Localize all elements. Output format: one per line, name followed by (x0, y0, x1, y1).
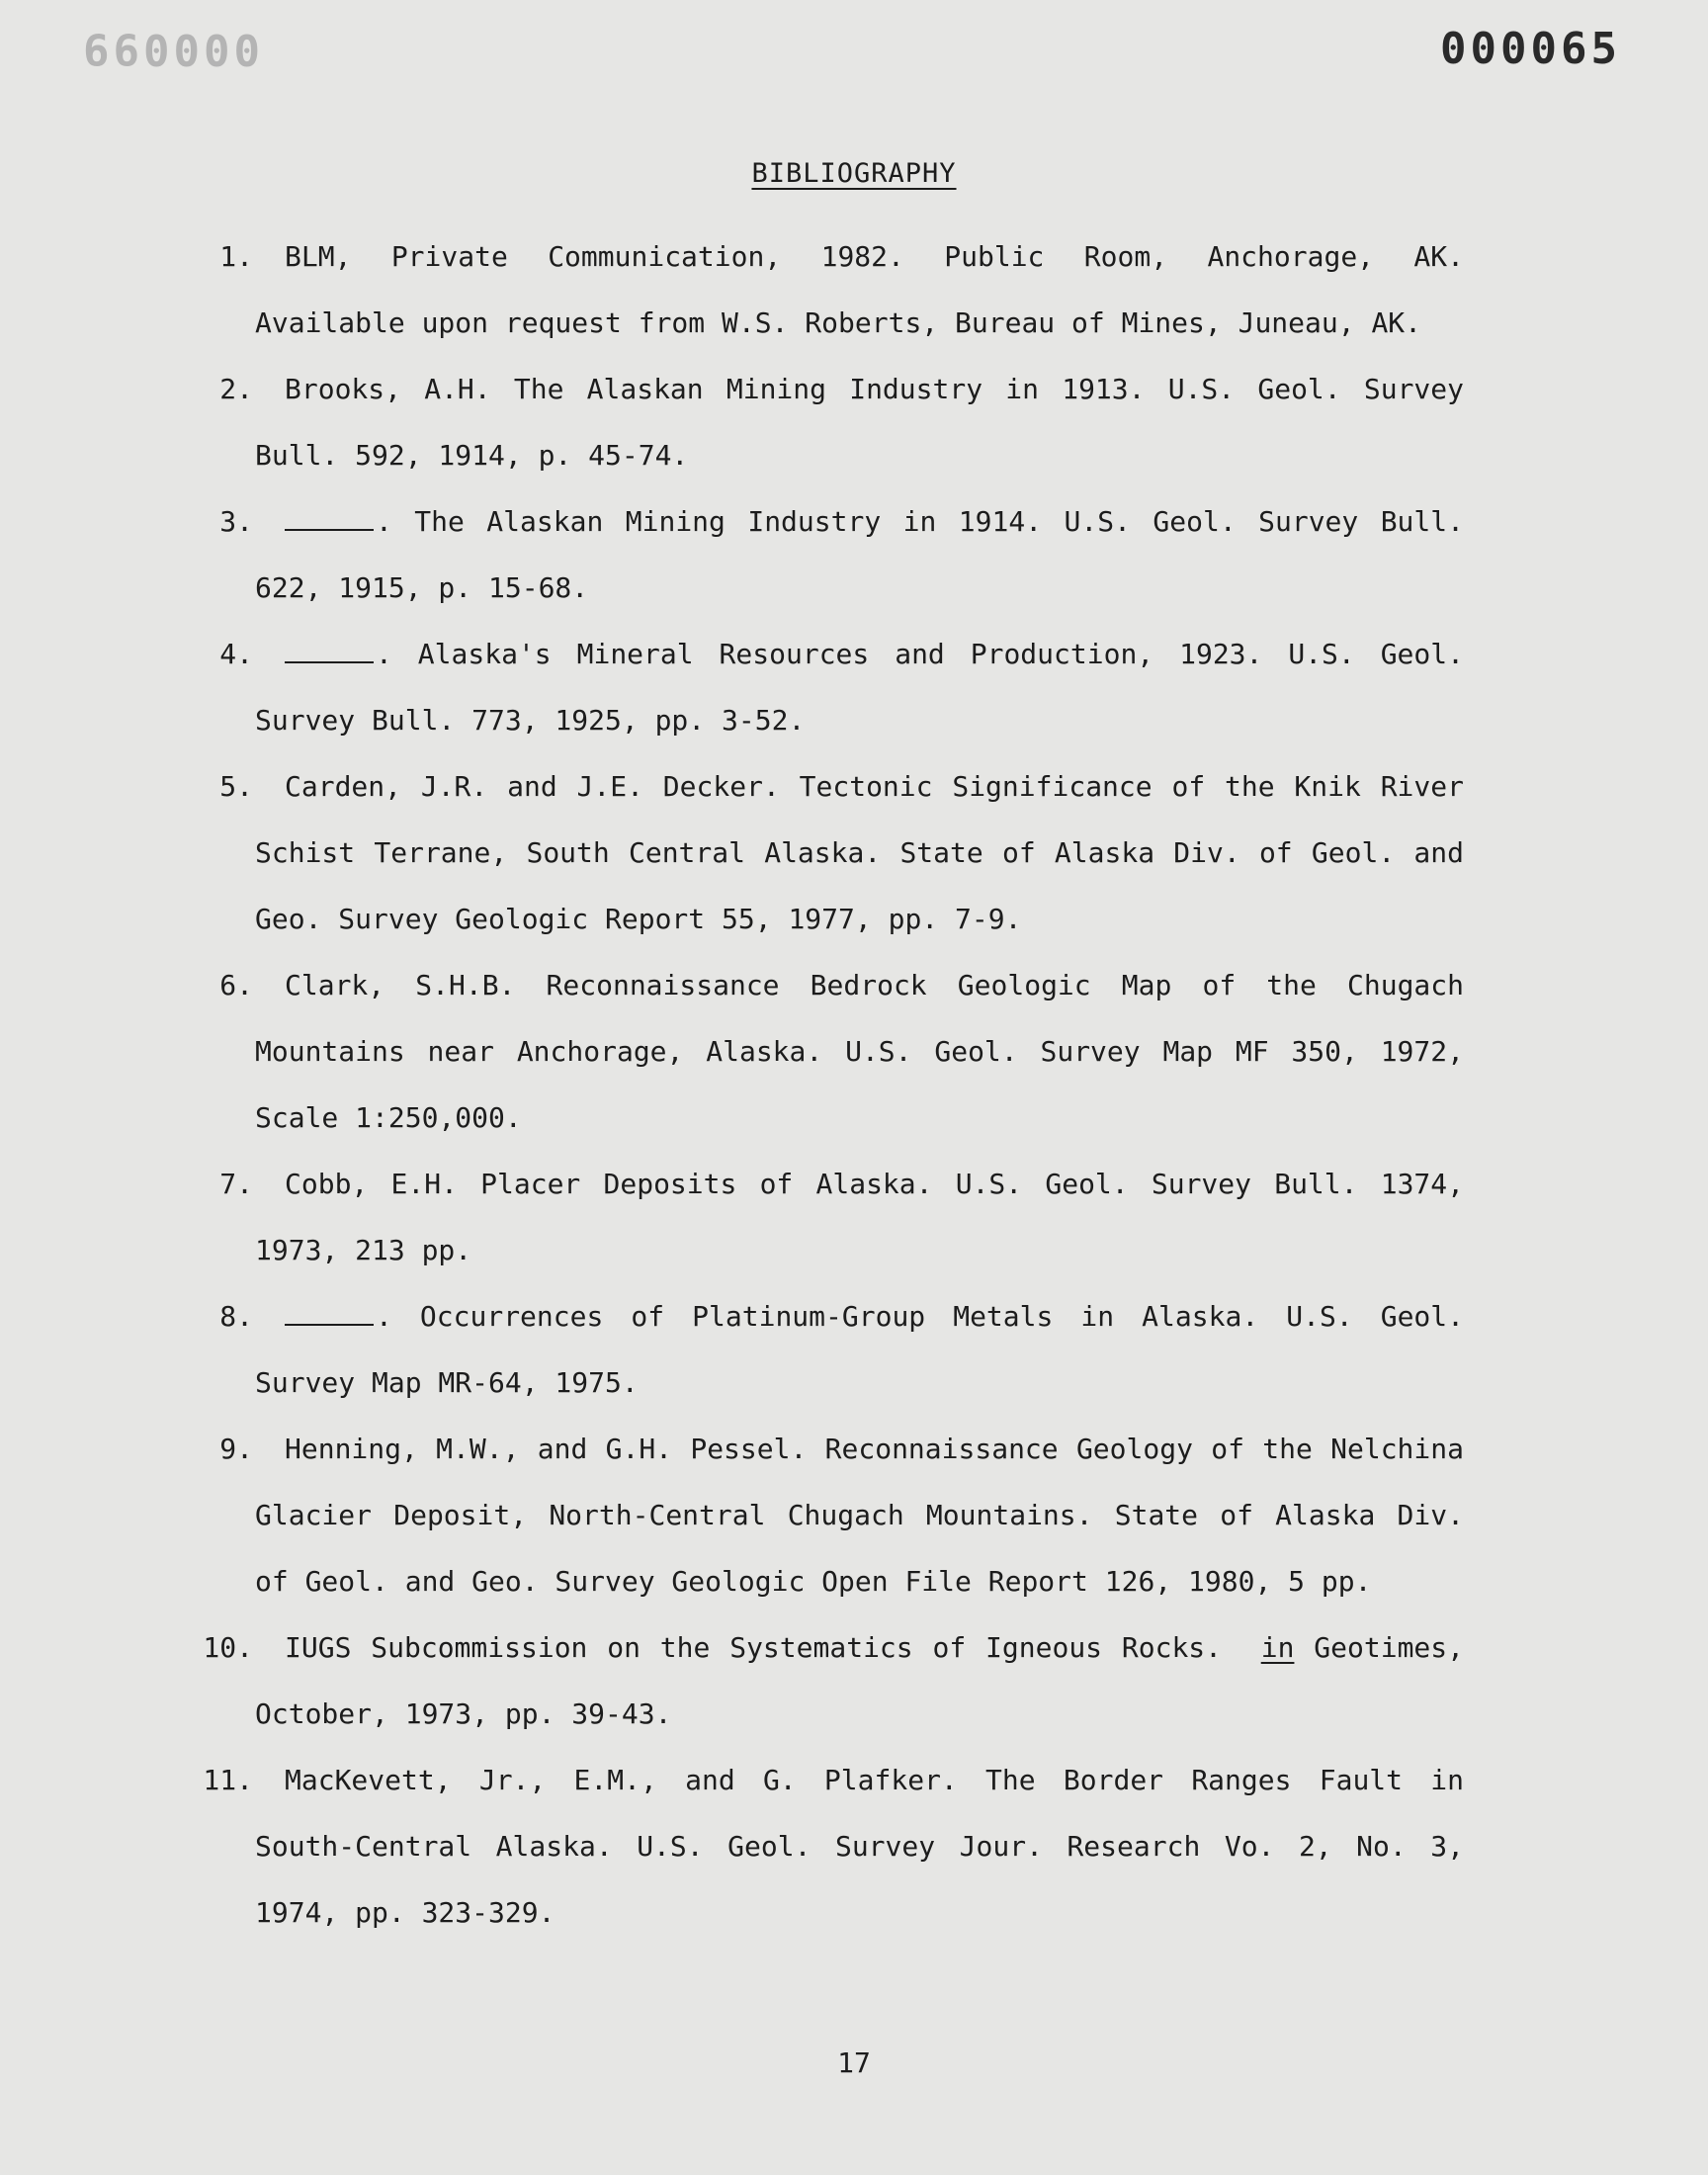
entry-text: Carden, J.R. and J.E. Decker. Tectonic Significance of the Knik River Schist Terrane, South Central Alaska. State of Alaska Div. of Geol. and Geo. Survey Geologic Report 55, 1977, pp. 7-9. (255, 770, 1464, 935)
bibliography-entry (194, 952, 1464, 1151)
entry-text-wrapper (194, 1614, 1464, 1747)
entry-text: BLM, Private Communication, 1982. Public Room, Anchorage, AK. Available upon request from W.S. Roberts, Bureau of Mines, Juneau, AK. (255, 240, 1464, 339)
entry-text: Brooks, A.H. The Alaskan Mining Industry in 1913. U.S. Geol. Survey Bull. 592, 1914, p. 45-74. (255, 373, 1464, 472)
bibliography-list (194, 223, 1464, 1946)
bibliography-entry (194, 356, 1464, 488)
entry-text-continued: Geotimes, October, 1973, pp. 39-43. (255, 1631, 1464, 1730)
bibliography-entry (194, 1747, 1464, 1946)
entry-text: Henning, M.W., and G.H. Pessel. Reconnaissance Geology of the Nelchina Glacier Deposit, North-Central Chugach Mountains. State of Alaska Div. of Geol. and Geo. Survey Geologic Open File Report 126, 1980, 5 pp. (255, 1433, 1464, 1598)
entry-number: 5. (219, 770, 253, 803)
entry-number: 2. (219, 373, 253, 405)
entry-text-wrapper (194, 1283, 1464, 1416)
entry-number: 6. (219, 969, 253, 1001)
bibliography-entry (194, 621, 1464, 753)
bates-stamp: 000065 (1440, 24, 1621, 74)
bibliography-entry (194, 1151, 1464, 1283)
entry-number: 10. (203, 1631, 253, 1664)
ditto-author-rule (285, 1302, 374, 1326)
bibliography-entry (194, 753, 1464, 952)
entry-text: . The Alaskan Mining Industry in 1914. U.S. Geol. Survey Bull. 622, 1915, p. 15-68. (255, 505, 1464, 604)
bibliography-entry (194, 1283, 1464, 1416)
page-number: 17 (837, 2046, 871, 2079)
entry-text-wrapper (194, 488, 1464, 621)
entry-number: 3. (219, 505, 253, 538)
entry-number: 1. (219, 240, 253, 273)
entry-text: . Occurrences of Platinum-Group Metals in Alaska. U.S. Geol. Survey Map MR-64, 1975. (255, 1300, 1464, 1399)
bibliography-entry (194, 488, 1464, 621)
entry-text: . Alaska's Mineral Resources and Production, 1923. U.S. Geol. Survey Bull. 773, 1925, pp. 3-52. (255, 638, 1464, 737)
entry-number: 7. (219, 1168, 253, 1200)
entry-number: 8. (219, 1300, 253, 1333)
entry-text-wrapper (194, 621, 1464, 753)
ditto-author-rule (285, 507, 374, 531)
entry-text: MacKevett, Jr., E.M., and G. Plafker. The Border Ranges Fault in South-Central Alaska. U.S. Geol. Survey Jour. Research Vo. 2, No. 3, 1974, pp. 323-329. (255, 1764, 1464, 1929)
entry-text: IUGS Subcommission on the Systematics of Igneous Rocks. (285, 1631, 1223, 1664)
entry-number: 4. (219, 638, 253, 670)
bibliography-entry (194, 223, 1464, 356)
entry-text: Clark, S.H.B. Reconnaissance Bedrock Geologic Map of the Chugach Mountains near Anchorage, Alaska. U.S. Geol. Survey Map MF 350, 1972, Scale 1:250,000. (255, 969, 1464, 1134)
entry-underlined-word: in (1260, 1631, 1295, 1664)
bibliography-heading: BIBLIOGRAPHY (751, 158, 957, 189)
entry-number: 11. (203, 1764, 253, 1796)
entry-text: Cobb, E.H. Placer Deposits of Alaska. U.S. Geol. Survey Bull. 1374, 1973, 213 pp. (255, 1168, 1464, 1266)
bibliography-entry (194, 1416, 1464, 1614)
bates-stamp-faded: 000099 (79, 24, 260, 74)
bibliography-entry (194, 1614, 1464, 1747)
entry-number: 9. (219, 1433, 253, 1465)
ditto-author-rule (285, 640, 374, 663)
